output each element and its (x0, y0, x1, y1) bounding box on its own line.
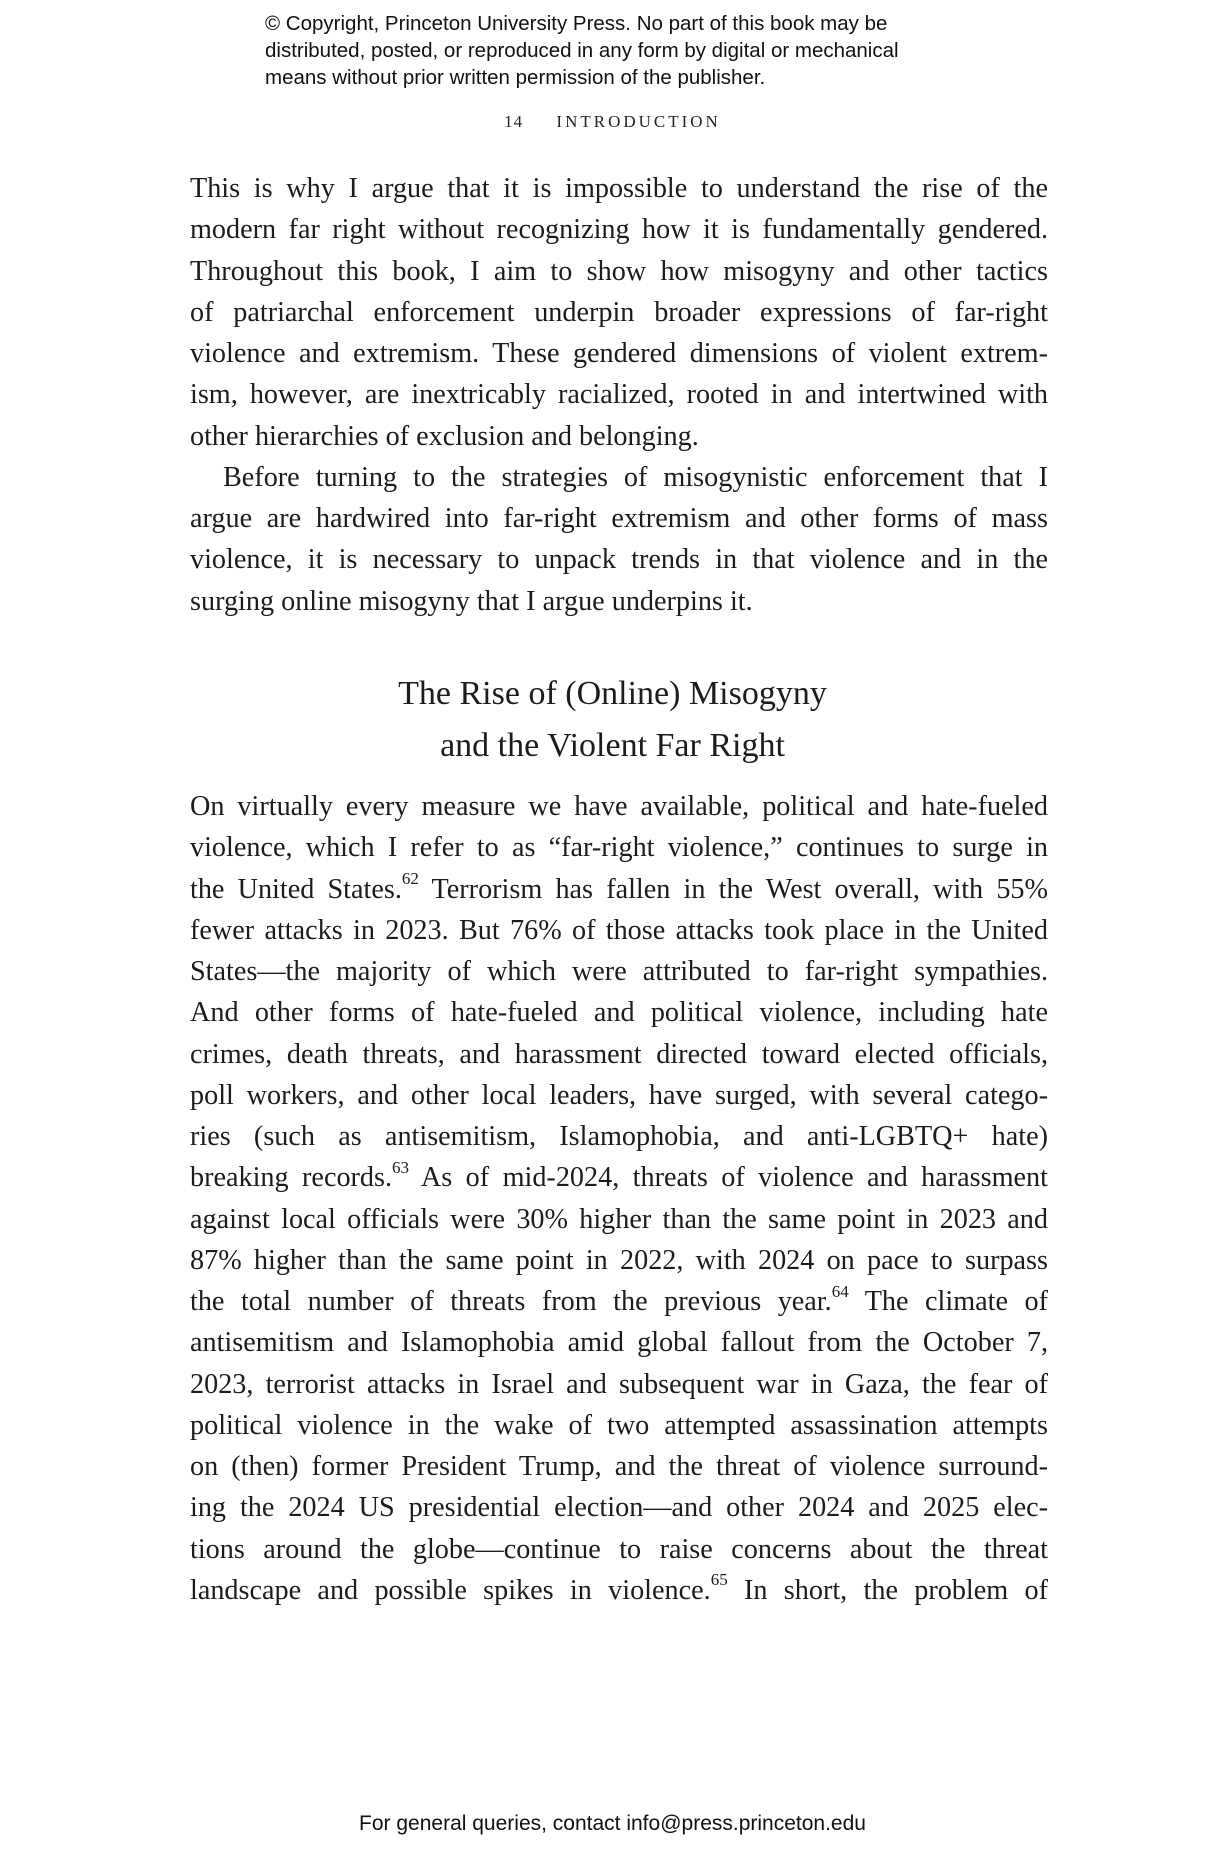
text-segment: As of mid-2024, threats of violence and harassment (409, 1162, 1048, 1194)
copyright-line: distributed, posted, or reproduced in any form by digital or mechanical (265, 39, 899, 62)
text-line: argue are hardwired into far-right extremism and other forms of mass (190, 503, 1048, 534)
text-line: other hierarchies of exclusion and belonging. (190, 420, 699, 452)
text-line: violence, which I refer to as “far-right violence,” continues to surge in (190, 832, 1048, 864)
text-line: ism, however, are inextricably racialized, rooted in and intertwined with (190, 379, 1048, 411)
text-segment: The climate of (848, 1286, 1048, 1317)
text-line (190, 1281, 1048, 1322)
copyright-notice (265, 10, 1025, 91)
paragraph (190, 168, 1048, 457)
text-line: This is why I argue that it is impossible to understand the rise of the (190, 173, 1048, 204)
text-line: States—the majority of which were attributed to far-right sympathies. (190, 956, 1048, 987)
copyright-line: means without prior written permission of the publisher. (265, 66, 766, 89)
text-line: violence, it is necessary to unpack trends in that violence and in the (190, 544, 1048, 576)
footnote-ref-64[interactable]: 64 (831, 1281, 849, 1301)
text-line: ries (such as antisemitism, Islamophobia, and anti-LGBTQ+ hate) (190, 1121, 1048, 1152)
text-line: crimes, death threats, and harassment directed toward elected officials, (190, 1038, 1048, 1070)
text-line: against local officials were 30% higher than the same point in 2023 and (190, 1203, 1048, 1235)
text-line: 2023, terrorist attacks in Israel and subsequent war in Gaza, the fear of (190, 1368, 1048, 1400)
section-heading (0, 668, 1225, 772)
text-line: Throughout this book, I aim to show how misogyny and other tactics (190, 255, 1048, 287)
section-heading-line: and the Violent Far Right (440, 727, 785, 764)
text-line: fewer attacks in 2023. But 76% of those attacks took place in the United (190, 914, 1048, 946)
text-line: And other forms of hate-fueled and political violence, including hate (190, 997, 1048, 1029)
text-line: on (then) former President Trump, and the threat of violence surround- (190, 1451, 1048, 1482)
text-segment: the United States. (190, 873, 402, 905)
text-segment: breaking records. (190, 1162, 393, 1194)
page-number: 14 (504, 112, 524, 131)
copyright-line: © Copyright, Princeton University Press. No part of this book may be (265, 12, 888, 35)
footnote-ref-63[interactable]: 63 (392, 1157, 410, 1177)
section-heading-line: The Rise of (Online) Misogyny (398, 675, 827, 712)
paragraph (190, 457, 1048, 622)
text-line: ing the 2024 US presidential election—and other 2024 and 2025 elec- (190, 1492, 1048, 1524)
running-head (0, 112, 1225, 132)
footnote-ref-62[interactable]: 62 (401, 869, 419, 889)
text-line: modern far right without recognizing how it is fundamentally gendered. (190, 214, 1048, 246)
text-line: surging online misogyny that I argue underpins it. (190, 585, 753, 617)
text-line: political violence in the wake of two attempted assassination attempts (190, 1409, 1048, 1441)
text-line (190, 1570, 1048, 1611)
body-text-section (190, 786, 1048, 1611)
text-line (190, 1157, 1048, 1198)
text-segment: landscape and possible spikes in violence. (190, 1574, 711, 1606)
text-line: Before turning to the strategies of misogynistic enforcement that I (223, 461, 1048, 493)
footnote-ref-65[interactable]: 65 (710, 1570, 728, 1590)
text-segment: In short, the problem of (727, 1574, 1048, 1606)
text-line: On virtually every measure we have available, political and hate-fueled (190, 791, 1048, 822)
text-segment: the total number of threats from the previous year. (190, 1286, 832, 1317)
text-line: of patriarchal enforcement underpin broader expressions of far-right (190, 296, 1048, 328)
text-line: violence and extremism. These gendered dimensions of violent extrem- (190, 338, 1048, 369)
text-line: poll workers, and other local leaders, have surged, with several catego- (190, 1079, 1048, 1111)
text-line: tions around the globe—continue to raise concerns about the threat (190, 1533, 1048, 1565)
text-segment: Terrorism has fallen in the West overall, with 55% (418, 873, 1048, 905)
body-text-top (190, 168, 1048, 622)
text-line: 87% higher than the same point in 2022, with 2024 on pace to surpass (190, 1244, 1048, 1276)
paragraph (190, 786, 1048, 1611)
chapter-title: INTRODUCTION (556, 112, 721, 131)
text-line: antisemitism and Islamophobia amid global fallout from the October 7, (190, 1327, 1048, 1359)
text-line (190, 869, 1048, 910)
footer-contact: For general queries, contact info@press.princeton.edu (359, 1812, 866, 1835)
